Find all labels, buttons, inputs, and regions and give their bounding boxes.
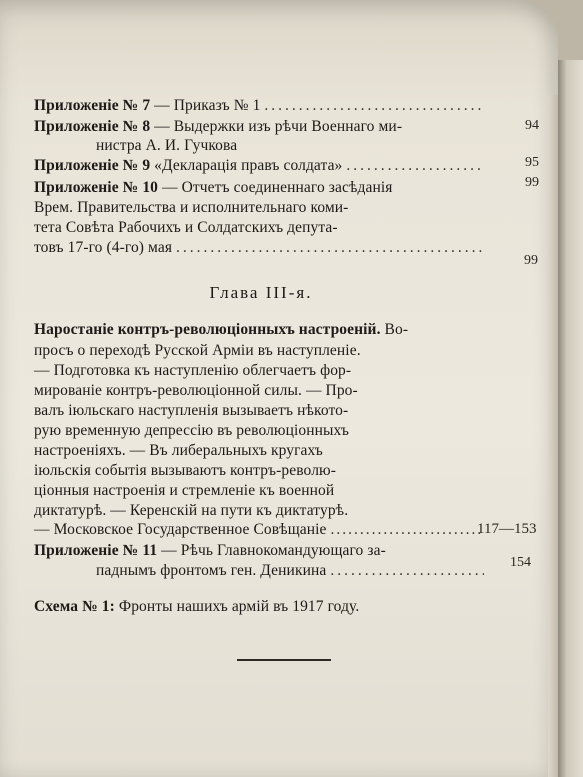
toc-entry-app7	[34, 96, 488, 115]
scheme-text: Фронты нашихъ армій въ 1917 году.	[114, 598, 360, 615]
toc-entry-app11-cont	[34, 561, 488, 580]
toc-entry-app10-cont: тета Совѣта Рабочихъ и Солдатскихъ депута-	[34, 219, 338, 236]
leader-dots	[331, 520, 485, 539]
toc-entry-app10-cont	[34, 238, 488, 257]
toc-label: Приложеніе № 8	[34, 118, 151, 135]
chapter-summary-line: диктатурѣ. — Керенскій на пути къ диктатурѣ.	[34, 502, 349, 519]
chapter-summary-line: мированіе контръ-революціонной силы. — Про-	[34, 382, 358, 399]
section-rule	[237, 659, 331, 661]
chapter-text: Во-	[380, 321, 409, 338]
toc-text: — Отчетъ соединеннаго засѣданія	[158, 179, 393, 196]
chapter-summary-line-last	[34, 520, 488, 539]
leader-dots	[346, 156, 484, 175]
chapter-summary-line: рую временную депрессію въ революціонныхъ	[34, 422, 349, 439]
toc-text: нистра А. И. Гучкова	[96, 137, 238, 154]
toc-text: «Декларація правъ солдата»	[150, 157, 343, 174]
toc-label: Приложеніе № 10	[34, 179, 159, 196]
toc-text: паднымъ фронтомъ ген. Деникина	[96, 562, 327, 579]
page-number-range: 117—153	[477, 521, 537, 537]
toc-entry-app8-cont	[34, 136, 488, 155]
scheme-label: Схема № 1:	[34, 598, 115, 615]
toc-label: Приложеніе № 7	[34, 97, 151, 114]
page-number: 99	[525, 175, 539, 190]
page-number: 154	[510, 555, 531, 570]
toc-text: — Приказъ № 1	[150, 97, 261, 114]
page-number: 95	[525, 155, 539, 170]
page-number: 94	[525, 118, 539, 133]
chapter-summary-line: ціонныя настроенія и стремленіе къ военной	[34, 482, 335, 499]
scheme-entry	[34, 597, 488, 616]
chapter-summary-line: настроеніяхъ. — Въ либеральныхъ кругахъ	[34, 442, 323, 459]
chapter-heading: Глава III-я.	[209, 283, 313, 302]
chapter-summary-line: іюльскія событія вызываютъ контръ-револю-	[34, 462, 336, 479]
toc-entry-app10	[34, 178, 488, 197]
toc-text: — Рѣчь Главнокомандующаго за-	[157, 542, 386, 559]
page-edge-inner	[548, 95, 558, 777]
toc-text: — Выдержки изъ рѣчи Военнаго ми-	[150, 118, 403, 135]
toc-label: Приложеніе № 11	[34, 542, 158, 559]
toc-entry-app11	[34, 541, 488, 560]
leader-dots	[330, 561, 484, 580]
page-number: 99	[524, 253, 538, 268]
chapter-title: Наростаніе контръ-революціонныхъ настроеній.	[34, 321, 381, 338]
chapter-text: — Московское Государственное Совѣщаніе	[34, 521, 327, 538]
chapter-summary-line: — Подготовка къ наступленію облегчаетъ фор-	[34, 362, 352, 379]
page-edge	[558, 60, 583, 777]
toc-entry-app9	[34, 156, 488, 175]
toc-entry-app10-cont: Врем. Правительства и исполнительнаго коми-	[34, 199, 349, 216]
toc-entry-app8	[34, 117, 488, 136]
toc-text: товъ 17-го (4-го) мая	[34, 239, 173, 256]
chapter-summary-line: валъ іюльскаго наступленія вызываетъ нѣкото-	[34, 402, 349, 419]
toc-label: Приложеніе № 9	[34, 157, 151, 174]
chapter-summary-line: просъ о переходѣ Русской Арміи въ наступленіе.	[34, 342, 361, 359]
leader-dots	[176, 238, 484, 257]
leader-dots	[264, 96, 484, 115]
chapter-summary-title	[34, 320, 488, 339]
